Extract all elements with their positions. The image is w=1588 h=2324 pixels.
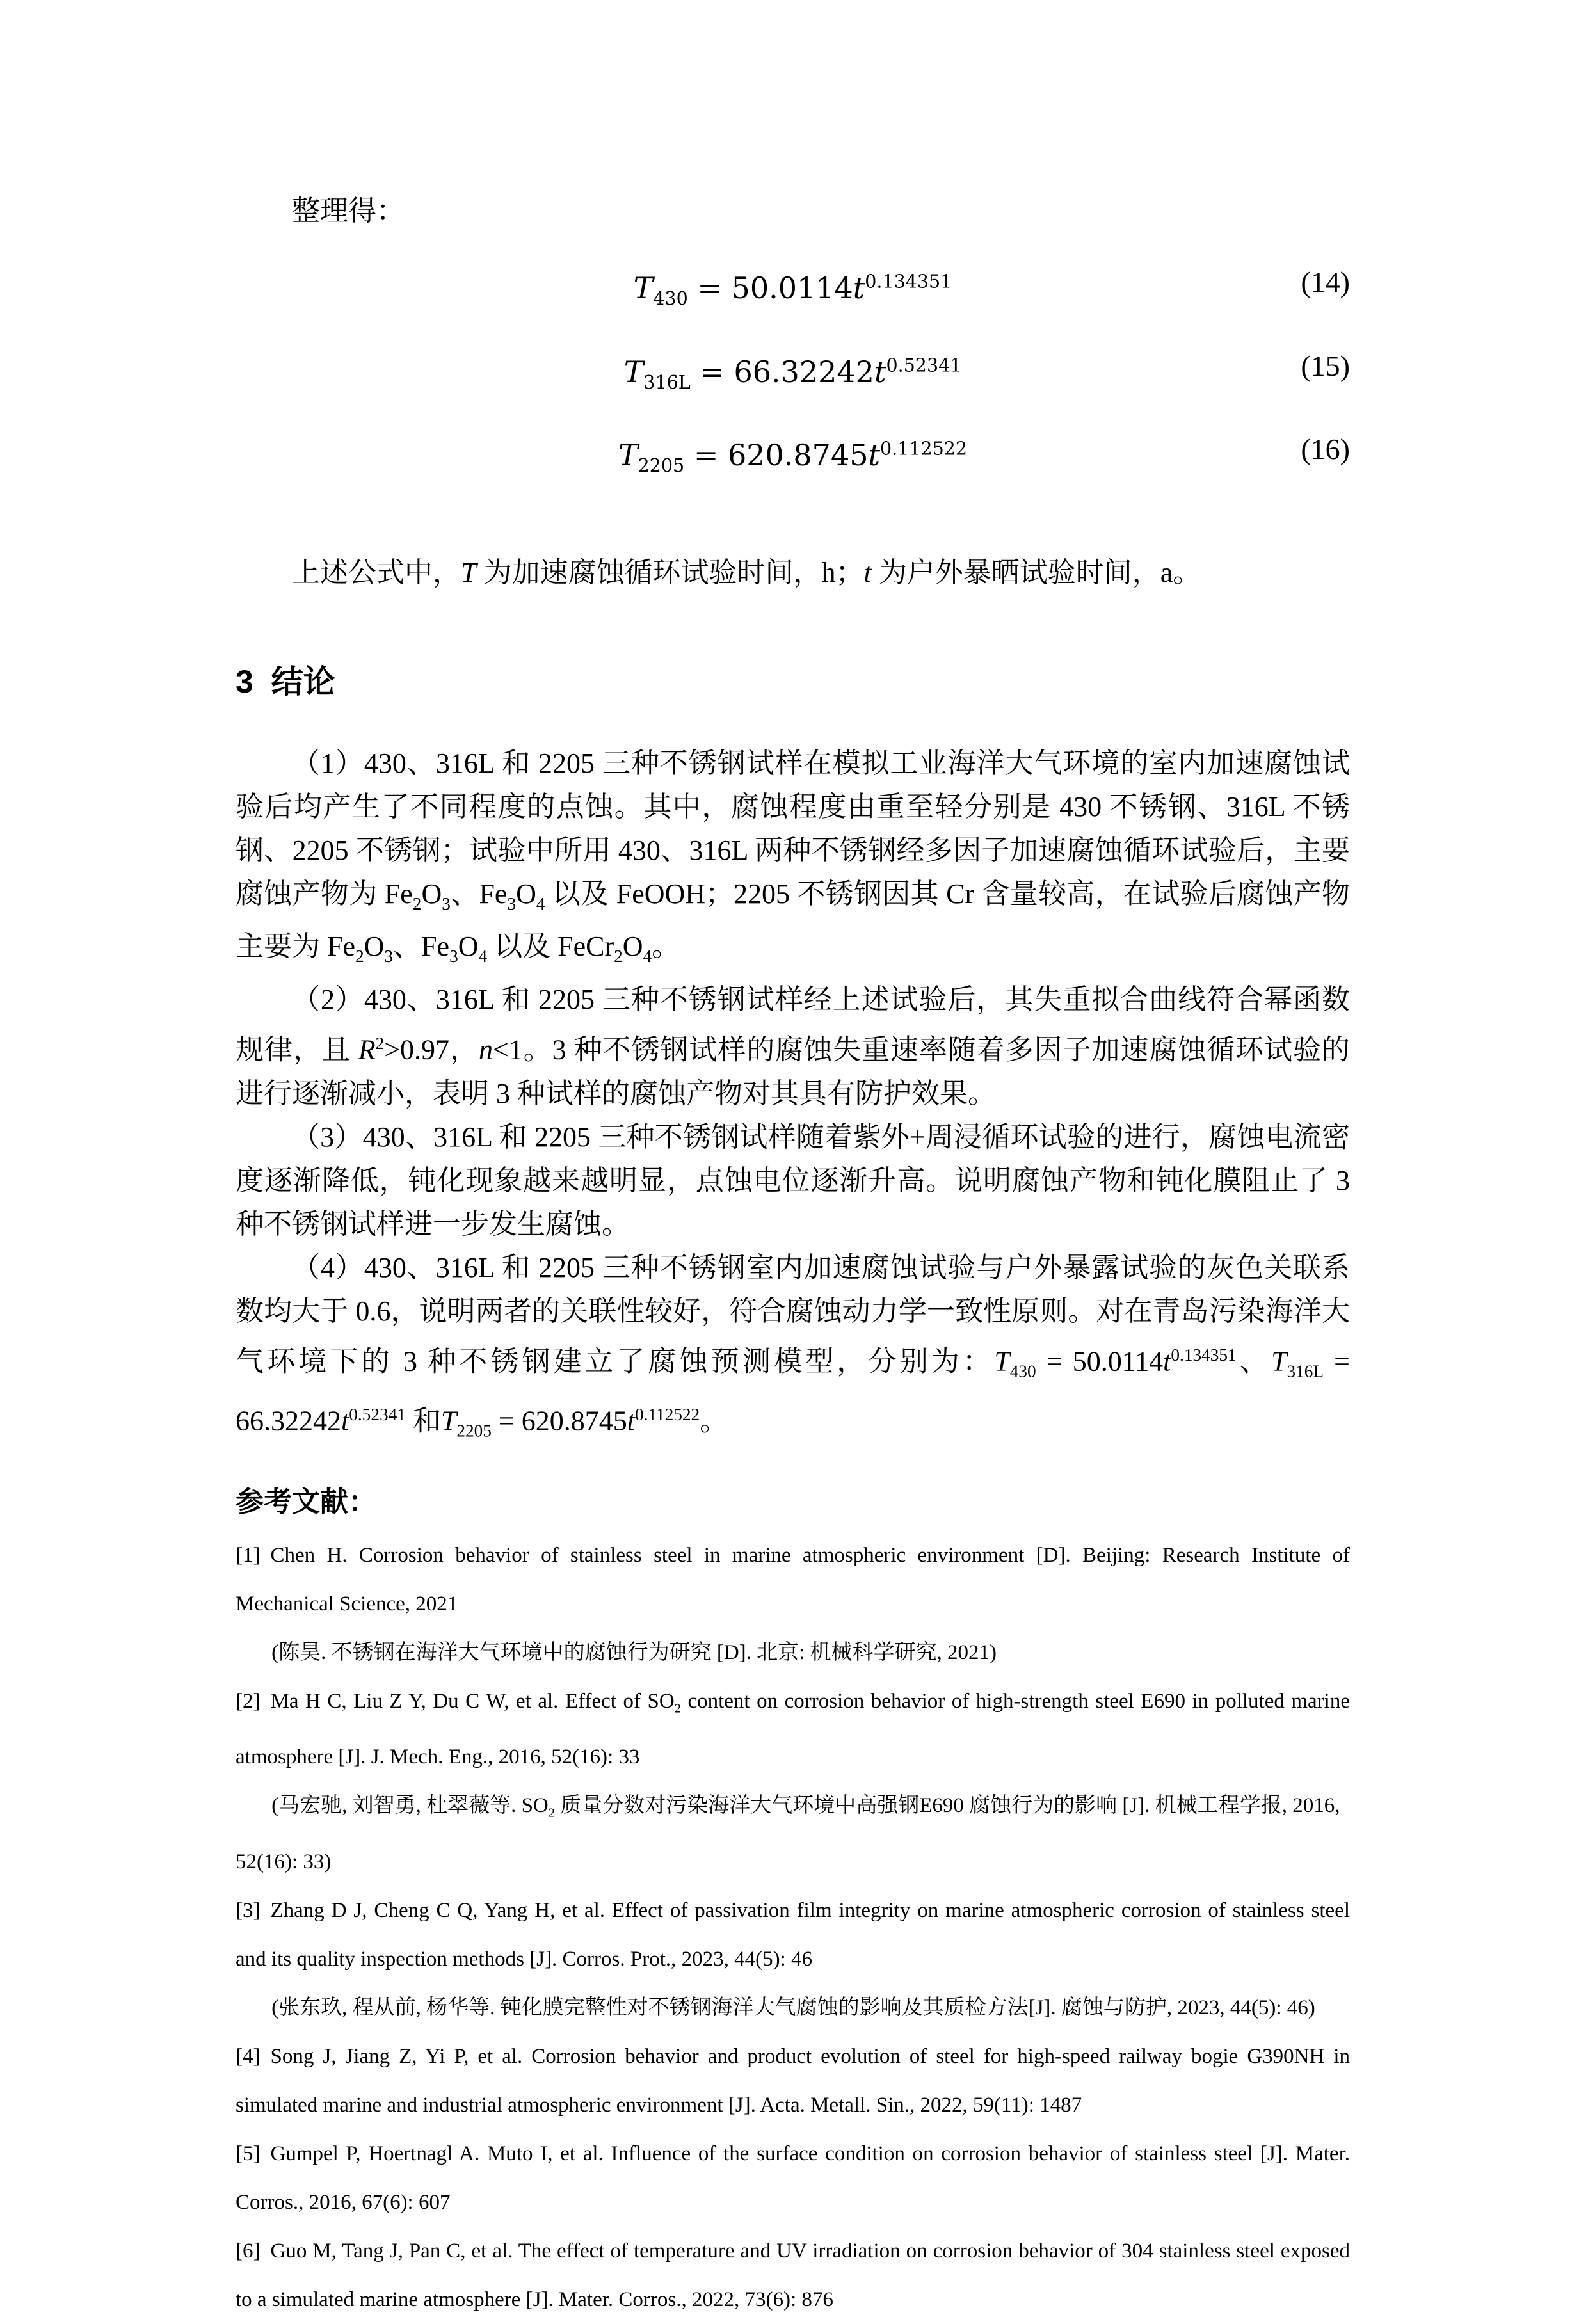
equation-14-number: (14) — [1301, 266, 1350, 298]
conclusion-paragraph-1: （1）430、316L 和 2205 三种不锈钢试样在模拟工业海洋大气环境的室内加速腐蚀试验后均产生了不同程度的点蚀。其中，腐蚀程度由重至轻分别是 430 不锈钢、316L 不锈钢、2205 不锈钢；试验中所用 430、316L 两种不锈钢经多因子加速腐蚀循环试验后，主要腐蚀产物为 $Fe_2O_3$、$Fe_3O_4$ 以及 FeOOH；2205 不锈钢因其 Cr 含量较高，在试验后腐蚀产物主要为 $Fe_2O_3$、$Fe_3O_4$ 以及 $FeCr_2O_4$。 — [236, 747, 1351, 966]
equation-15-base: t — [874, 354, 886, 389]
reference-item-6 — [236, 2227, 1350, 2324]
equation-15-formula — [623, 354, 962, 394]
equation-block — [236, 262, 1350, 486]
equation-16-formula — [618, 438, 968, 477]
reference-item-1 — [236, 1531, 1350, 1628]
equation-14-formula — [633, 271, 952, 310]
reference-item-5 — [236, 2129, 1350, 2227]
equation-16 — [236, 429, 1350, 486]
equation-15-subscript: 316L — [643, 372, 691, 394]
reference-3-text: Zhang D J, Cheng C Q, Yang H, et al. Effect of passivation film integrity on marine atmospheric corrosion of stainless steel and its quality inspection methods [J]. Corros. Prot., 2023, 44(5): 46 — [236, 1898, 1350, 1971]
equation-15-number: (15) — [1301, 349, 1350, 382]
reference-2-label: [2] — [236, 1689, 261, 1713]
reference-item-1-translation: (陈昊. 不锈钢在海洋大气环境中的腐蚀行为研究 [D]. 北京: 机械科学研究, 2021) — [271, 1640, 997, 1664]
reference-6-label: [6] — [236, 2239, 261, 2263]
reference-1-label: [1] — [236, 1543, 261, 1567]
equation-16-number: (16) — [1301, 433, 1350, 466]
equation-14-coefficient: = 50.0114 — [687, 271, 853, 306]
reference-3-label: [3] — [236, 1898, 261, 1922]
equation-16-coefficient: = 620.8745 — [684, 438, 869, 473]
equation-15-variable: T — [623, 354, 644, 389]
equation-14-variable: T — [633, 271, 654, 306]
reference-5-label: [5] — [236, 2142, 261, 2165]
equation-14-base: t — [853, 271, 865, 306]
equation-14 — [236, 262, 1350, 319]
reference-item-4 — [236, 2032, 1350, 2129]
equation-16-variable: T — [618, 438, 638, 473]
equation-15 — [236, 346, 1350, 403]
conclusion-paragraph-4: （4）430、316L 和 2205 三种不锈钢室内加速腐蚀试验与户外暴露试验的灰色关联系数均大于 0.6，说明两者的关联性较好，符合腐蚀动力学一致性原则。对在青岛污染海洋大气环境下的 3 种不锈钢建立了腐蚀预测模型，分别为：$T_{430} = 50.0114t^{0.134351}$、$T_{316L} = 66.32242t^{0.52341}$ 和$T_{2205} = 620.8745t^{0.112522}$。 — [236, 1251, 1350, 1441]
references-heading: 参考文献： — [236, 1486, 376, 1518]
reference-item-3 — [236, 1886, 1350, 1983]
reference-4-label: [4] — [236, 2044, 261, 2068]
equation-16-base: t — [868, 438, 880, 473]
reference-item-3-translation: (张东玖, 程从前, 杨华等. 钝化膜完整性对不锈钢海洋大气腐蚀的影响及其质检方法[J]. 腐蚀与防护, 2023, 44(5): 46) — [271, 1996, 1315, 2019]
reference-1-text: Chen H. Corrosion behavior of stainless steel in marine atmospheric environment [D]. Beijing: Research Institute of Mechanical Science, 2021 — [236, 1543, 1350, 1615]
reference-4-text: Song J, Jiang Z, Yi P, et al. Corrosion behavior and product evolution of steel for high-speed railway bogie G390NH in simulated marine and industrial atmospheric environment [J]. Acta. Metall. Sin., 2022, 59(11): 1487 — [236, 2044, 1350, 2117]
equation-15-exponent: 0.52341 — [886, 355, 962, 376]
conclusion-paragraph-2: （2）430、316L 和 2205 三种不锈钢试样经上述试验后，其失重拟合曲线符合幂函数规律，且 $R^2>0.97$，n<1。3 种不锈钢试样的腐蚀失重速率随着多因子加速腐蚀循环试验的进行逐渐减小，表明 3 种试样的腐蚀产物对其具有防护效果。 — [236, 984, 1350, 1109]
reference-item-2 — [236, 1677, 1350, 1782]
formula-note: 上述公式中，T 为加速腐蚀循环试验时间，h；t 为户外暴晒试验时间，a。 — [292, 556, 1201, 588]
reference-2-text: Ma H C, Liu Z Y, Du C W, et al. Effect of $SO_2$ content on corrosion behavior of high-strength steel E690 in polluted marine atmosphere [J]. J. Mech. Eng., 2016, 52(16): 33 — [236, 1689, 1350, 1769]
reference-5-text: Gumpel P, Hoertnagl A. Muto I, et al. Influence of the surface condition on corrosion behavior of stainless steel [J]. Mater. Corros., 2016, 67(6): 607 — [236, 2142, 1350, 2214]
equation-15-coefficient: = 66.32242 — [690, 354, 874, 389]
equation-16-subscript: 2205 — [638, 455, 685, 477]
reference-item-2-translation: (马宏驰, 刘智勇, 杜翠薇等. $SO_2$ 质量分数对污染海洋大气环境中高强钢E690 腐蚀行为的影响 [J]. 机械工程学报, 2016, 52(16): 33) — [236, 1794, 1340, 1873]
reference-6-text: Guo M, Tang J, Pan C, et al. The effect of temperature and UV irradiation on corrosion behavior of 304 stainless steel exposed to a simulated marine atmosphere [J]. Mater. Corros., 2022, 73(6): 876 — [236, 2239, 1350, 2311]
equation-16-exponent: 0.112522 — [879, 438, 968, 460]
intro-line: 整理得： — [292, 195, 405, 227]
equation-14-exponent: 0.134351 — [865, 271, 952, 293]
conclusion-heading: 3 结论 — [236, 663, 335, 700]
conclusion-paragraph-3: （3）430、316L 和 2205 三种不锈钢试样随着紫外+周浸循环试验的进行，腐蚀电流密度逐渐降低，钝化现象越来越明显，点蚀电位逐渐升高。说明腐蚀产物和钝化膜阻止了 3 种不锈钢试样进一步发生腐蚀。 — [236, 1121, 1350, 1240]
equation-14-subscript: 430 — [653, 288, 688, 310]
references-list — [236, 1531, 1350, 2324]
